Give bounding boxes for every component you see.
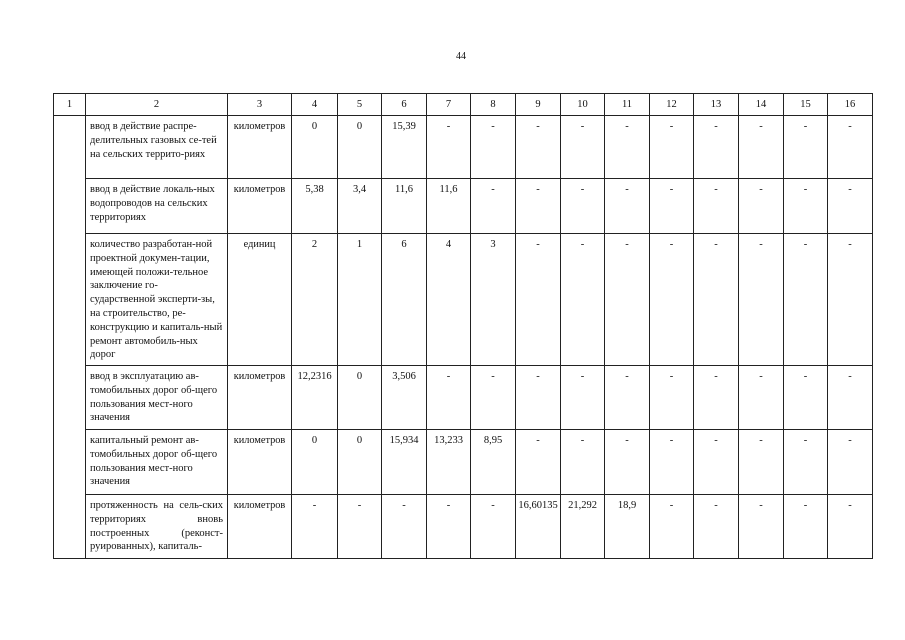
value-cell: -: [561, 430, 605, 495]
unit-cell: километров: [228, 179, 292, 234]
table-row: [54, 495, 873, 559]
value-cell: -: [605, 116, 650, 179]
row-index-cell: [54, 116, 86, 559]
value-cell: -: [784, 116, 828, 179]
value-cell: -: [650, 234, 694, 366]
value-cell: 11,6: [382, 179, 427, 234]
table-row: [54, 179, 873, 234]
value-cell: -: [427, 495, 471, 559]
value-cell: -: [739, 430, 784, 495]
value-cell: 15,39: [382, 116, 427, 179]
column-header: 4: [292, 94, 338, 116]
value-cell: -: [828, 366, 873, 430]
value-cell: -: [784, 234, 828, 366]
column-header: 7: [427, 94, 471, 116]
value-cell: -: [828, 179, 873, 234]
page-number: 44: [456, 51, 466, 62]
value-cell: -: [292, 495, 338, 559]
value-cell: -: [828, 430, 873, 495]
value-cell: -: [828, 234, 873, 366]
value-cell: -: [650, 116, 694, 179]
column-header: 14: [739, 94, 784, 116]
value-cell: 4: [427, 234, 471, 366]
value-cell: -: [784, 430, 828, 495]
value-cell: 13,233: [427, 430, 471, 495]
value-cell: 0: [292, 116, 338, 179]
column-header: 12: [650, 94, 694, 116]
value-cell: -: [516, 430, 561, 495]
column-header: 9: [516, 94, 561, 116]
table-row: [54, 366, 873, 430]
value-cell: -: [605, 366, 650, 430]
value-cell: 0: [292, 430, 338, 495]
value-cell: -: [694, 179, 739, 234]
value-cell: -: [471, 116, 516, 179]
value-cell: -: [784, 179, 828, 234]
value-cell: -: [650, 430, 694, 495]
value-cell: 2: [292, 234, 338, 366]
value-cell: 6: [382, 234, 427, 366]
value-cell: -: [739, 179, 784, 234]
value-cell: 0: [338, 116, 382, 179]
column-header: 13: [694, 94, 739, 116]
value-cell: 0: [338, 430, 382, 495]
value-cell: -: [605, 234, 650, 366]
value-cell: 16,60135: [516, 495, 561, 559]
value-cell: 21,292: [561, 495, 605, 559]
column-header: 1: [54, 94, 86, 116]
value-cell: 3: [471, 234, 516, 366]
value-cell: -: [694, 495, 739, 559]
unit-cell: километров: [228, 495, 292, 559]
value-cell: -: [516, 116, 561, 179]
column-header: 5: [338, 94, 382, 116]
value-cell: 8,95: [471, 430, 516, 495]
value-cell: -: [516, 366, 561, 430]
column-header: 3: [228, 94, 292, 116]
value-cell: -: [739, 495, 784, 559]
value-cell: 11,6: [427, 179, 471, 234]
value-cell: -: [561, 116, 605, 179]
value-cell: -: [516, 179, 561, 234]
value-cell: 5,38: [292, 179, 338, 234]
value-cell: -: [561, 366, 605, 430]
value-cell: 3,506: [382, 366, 427, 430]
indicator-description: протяженность на сель-ских территориях вновь построенных (реконст-руированных), капиталь-: [86, 495, 228, 559]
value-cell: -: [694, 234, 739, 366]
table-row: [54, 234, 873, 366]
unit-cell: километров: [228, 366, 292, 430]
table-row: [54, 116, 873, 179]
unit-cell: километров: [228, 116, 292, 179]
value-cell: -: [471, 179, 516, 234]
value-cell: -: [739, 116, 784, 179]
value-cell: -: [471, 366, 516, 430]
value-cell: -: [427, 366, 471, 430]
value-cell: -: [784, 495, 828, 559]
table-row: [54, 430, 873, 495]
unit-cell: километров: [228, 430, 292, 495]
column-header: 16: [828, 94, 873, 116]
column-header: 2: [86, 94, 228, 116]
value-cell: 12,2316: [292, 366, 338, 430]
indicator-description: ввод в действие распре-делительных газовых се-тей на сельских террито-риях: [86, 116, 228, 179]
value-cell: -: [828, 116, 873, 179]
value-cell: -: [650, 495, 694, 559]
value-cell: 0: [338, 366, 382, 430]
column-header: 11: [605, 94, 650, 116]
value-cell: -: [784, 366, 828, 430]
value-cell: -: [427, 116, 471, 179]
value-cell: -: [739, 234, 784, 366]
value-cell: -: [650, 366, 694, 430]
value-cell: -: [382, 495, 427, 559]
column-header: 10: [561, 94, 605, 116]
value-cell: -: [605, 430, 650, 495]
value-cell: 1: [338, 234, 382, 366]
value-cell: 18,9: [605, 495, 650, 559]
value-cell: -: [561, 234, 605, 366]
column-header: 6: [382, 94, 427, 116]
value-cell: -: [694, 430, 739, 495]
value-cell: -: [471, 495, 516, 559]
value-cell: -: [338, 495, 382, 559]
value-cell: -: [605, 179, 650, 234]
value-cell: -: [694, 116, 739, 179]
indicator-description: ввод в эксплуатацию ав-томобильных дорог об-щего пользования мест-ного значения: [86, 366, 228, 430]
value-cell: -: [828, 495, 873, 559]
value-cell: -: [694, 366, 739, 430]
indicator-description: капитальный ремонт ав-томобильных дорог об-щего пользования мест-ного значения: [86, 430, 228, 495]
column-header: 15: [784, 94, 828, 116]
header-row: [54, 94, 873, 116]
unit-cell: единиц: [228, 234, 292, 366]
value-cell: 15,934: [382, 430, 427, 495]
value-cell: -: [516, 234, 561, 366]
indicator-description: количество разработан-ной проектной докумен-тации, имеющей положи-тельное заключение го-сударственной эксперти-зы, на строительство, ре-конструкцию и капиталь-ный ремонт автомобиль-ных дорог: [86, 234, 228, 366]
value-cell: -: [561, 179, 605, 234]
column-header: 8: [471, 94, 516, 116]
indicators-table: [53, 93, 873, 559]
value-cell: 3,4: [338, 179, 382, 234]
indicator-description: ввод в действие локаль-ных водопроводов на сельских территориях: [86, 179, 228, 234]
value-cell: -: [739, 366, 784, 430]
value-cell: -: [650, 179, 694, 234]
